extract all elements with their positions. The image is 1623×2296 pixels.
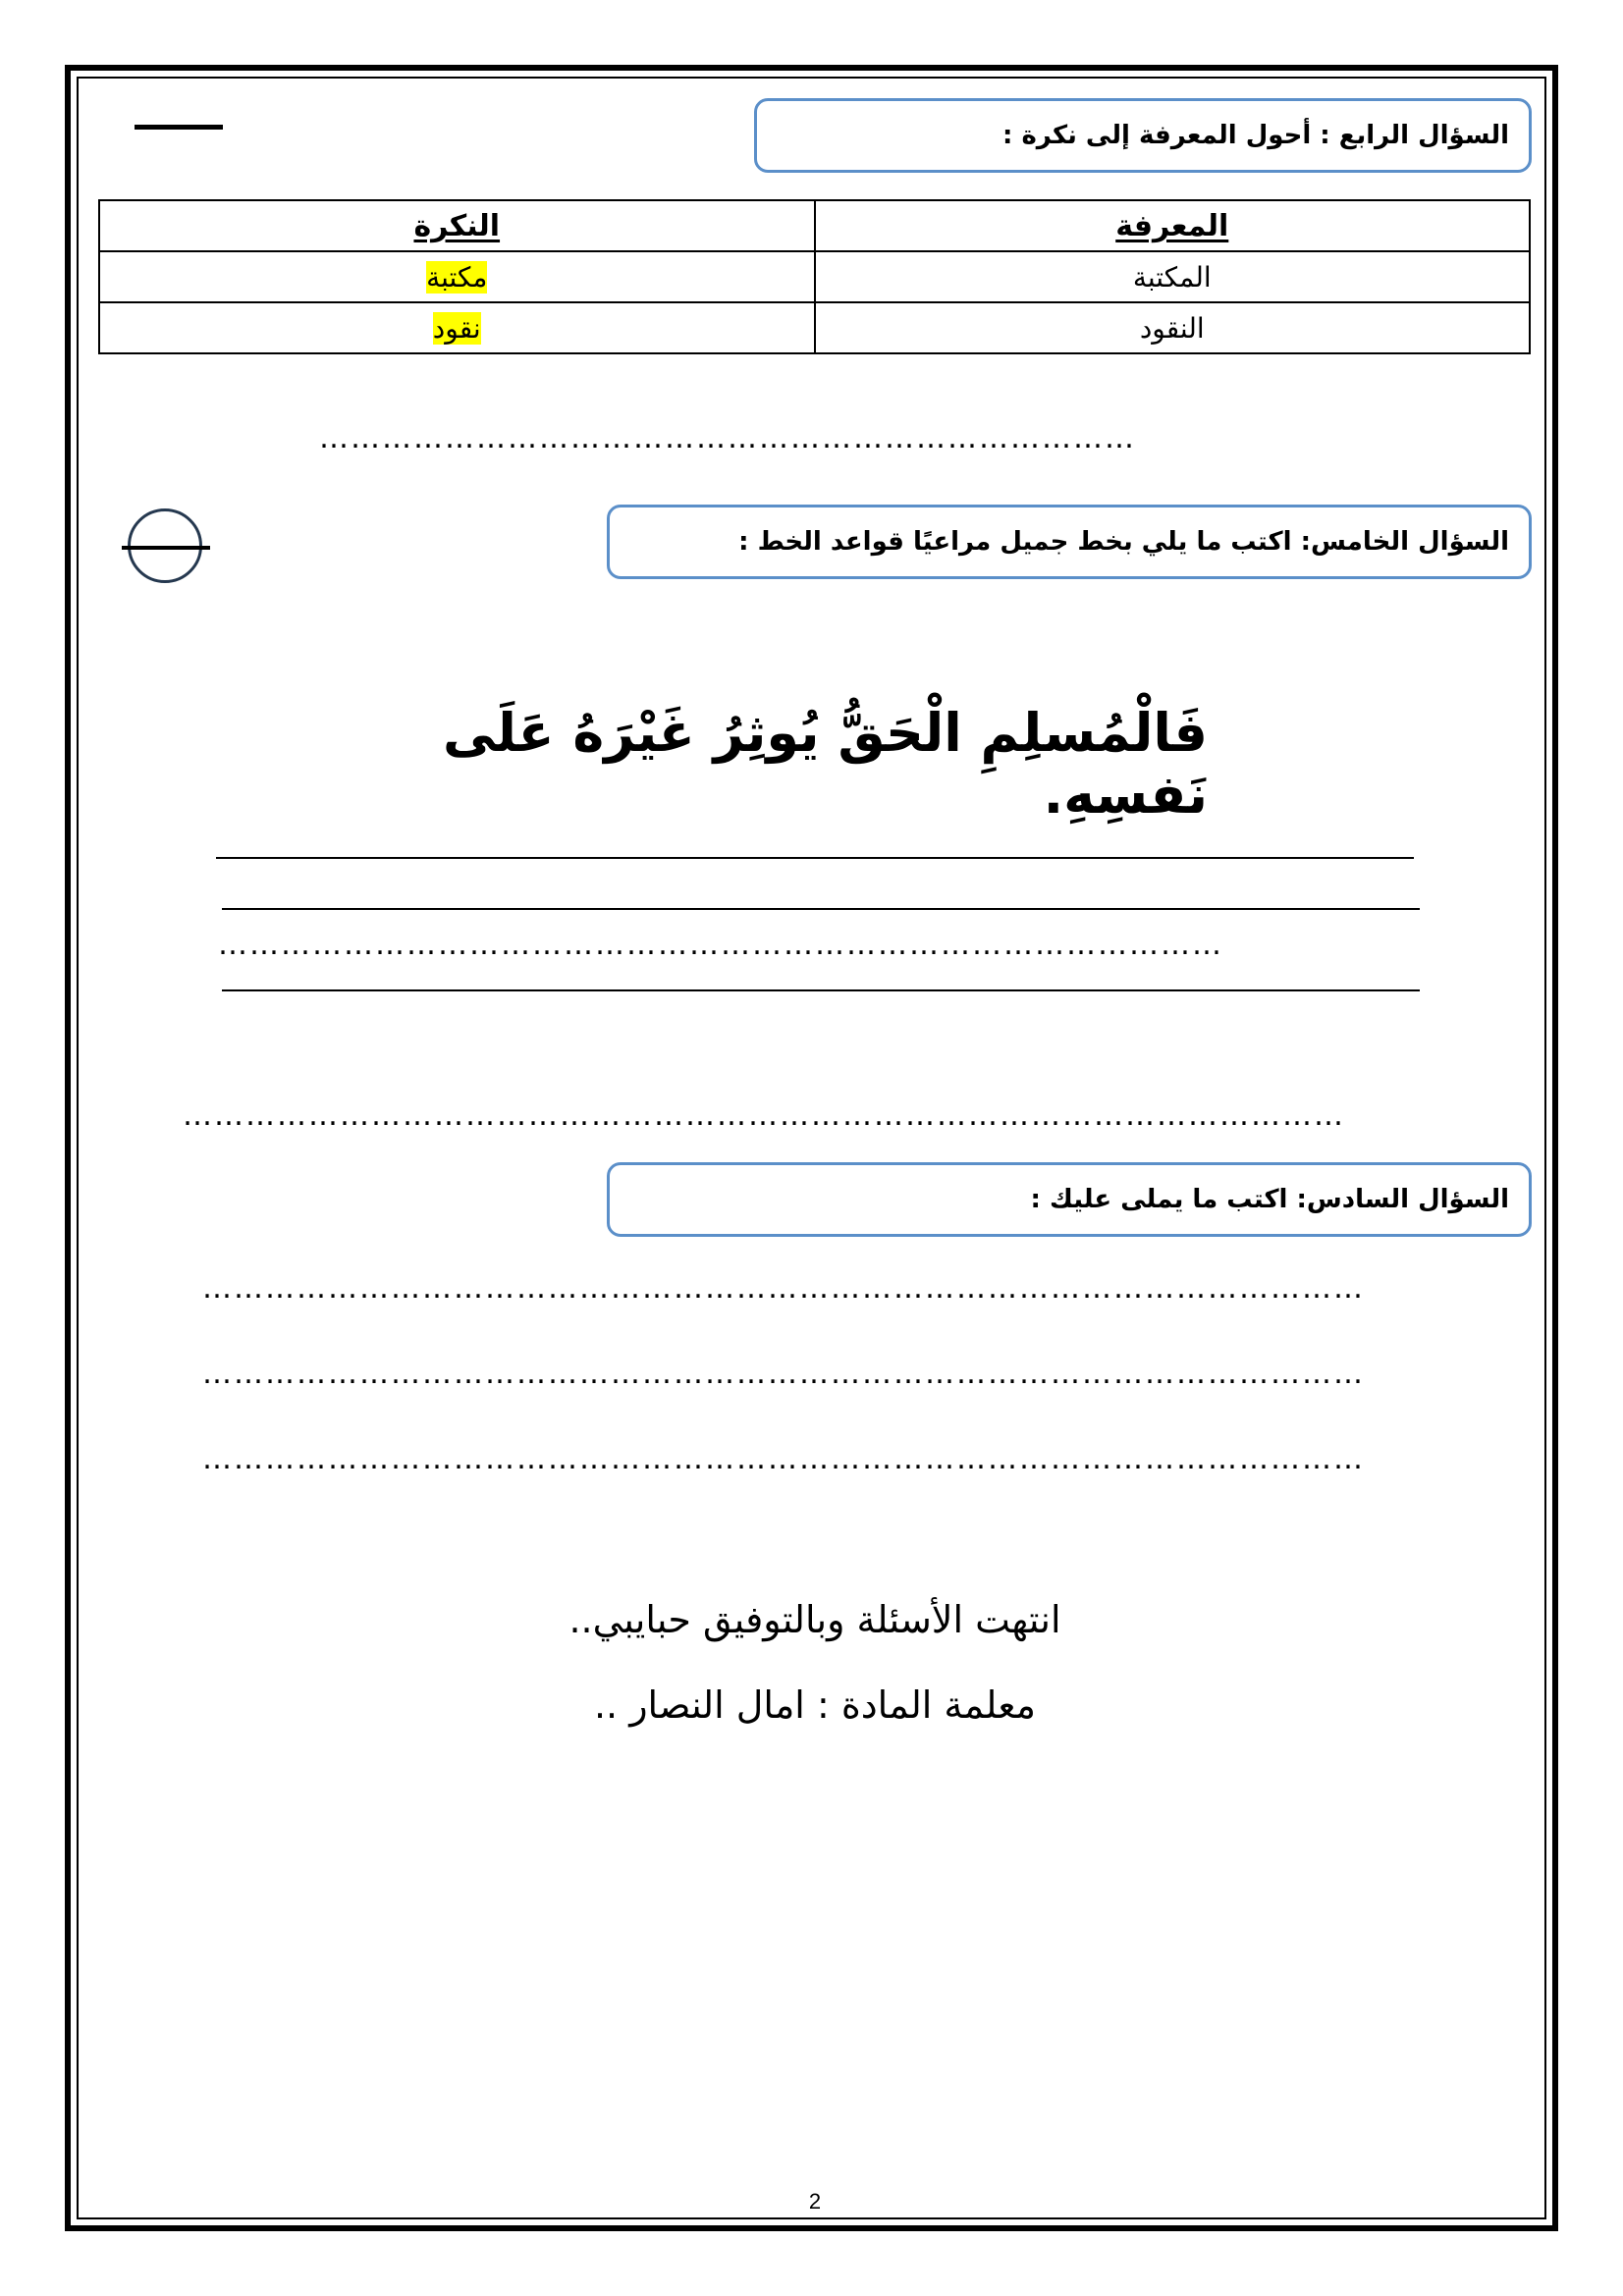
page-border-inner	[77, 77, 1546, 2219]
writing-line-3[interactable]: ……………………………………………………………………………………	[218, 931, 1223, 960]
answer-line-q4[interactable]: ……………………………………………………………………	[319, 424, 1136, 454]
score-circle-bar	[122, 546, 210, 550]
score-mark-q4	[135, 125, 223, 130]
question-6-box	[607, 1162, 1532, 1237]
page-number: 2	[808, 2189, 822, 2214]
cell-definite: النقود	[815, 302, 1531, 353]
calligraphy-verse: فَالْمُسلِمِ الْحَقُّ يُوثِرُ غَيْرَهُ عَلَى نَفسِهِ.	[443, 702, 1208, 826]
header-indefinite: النكرة	[99, 200, 815, 251]
cell-indefinite: مكتبة	[99, 251, 815, 302]
question-6-title: السؤال السادس: اكتب ما يملى عليك :	[1030, 1185, 1509, 1214]
table-row	[99, 251, 1530, 302]
question-5-box	[607, 505, 1532, 579]
table-header-row	[99, 200, 1530, 251]
closing-message: انتهت الأسئلة وبالتوفيق حبايبي..	[568, 1598, 1061, 1641]
teacher-signature: معلمة المادة : امال النصار ..	[593, 1683, 1037, 1727]
cell-definite: المكتبة	[815, 251, 1531, 302]
writing-line-4[interactable]	[222, 989, 1420, 991]
cell-indefinite: نقود	[99, 302, 815, 353]
table-row	[99, 302, 1530, 353]
question-4-title: السؤال الرابع : أحول المعرفة إلى نكرة :	[1002, 121, 1509, 150]
header-definite: المعرفة	[815, 200, 1531, 251]
definite-indefinite-table	[98, 199, 1531, 354]
writing-line-2[interactable]	[222, 908, 1420, 910]
writing-line-1[interactable]	[216, 857, 1414, 859]
dictation-line[interactable]: …………………………………………………………………………………………………	[202, 1445, 1365, 1474]
question-5-title: السؤال الخامس: اكتب ما يلي بخط جميل مراعيًا قواعد الخط :	[738, 527, 1509, 557]
dictation-line[interactable]: …………………………………………………………………………………………………	[202, 1360, 1365, 1389]
separator-dots: …………………………………………………………………………………………………	[183, 1101, 1345, 1131]
dictation-line[interactable]: …………………………………………………………………………………………………	[202, 1274, 1365, 1304]
question-4-box	[754, 98, 1532, 173]
